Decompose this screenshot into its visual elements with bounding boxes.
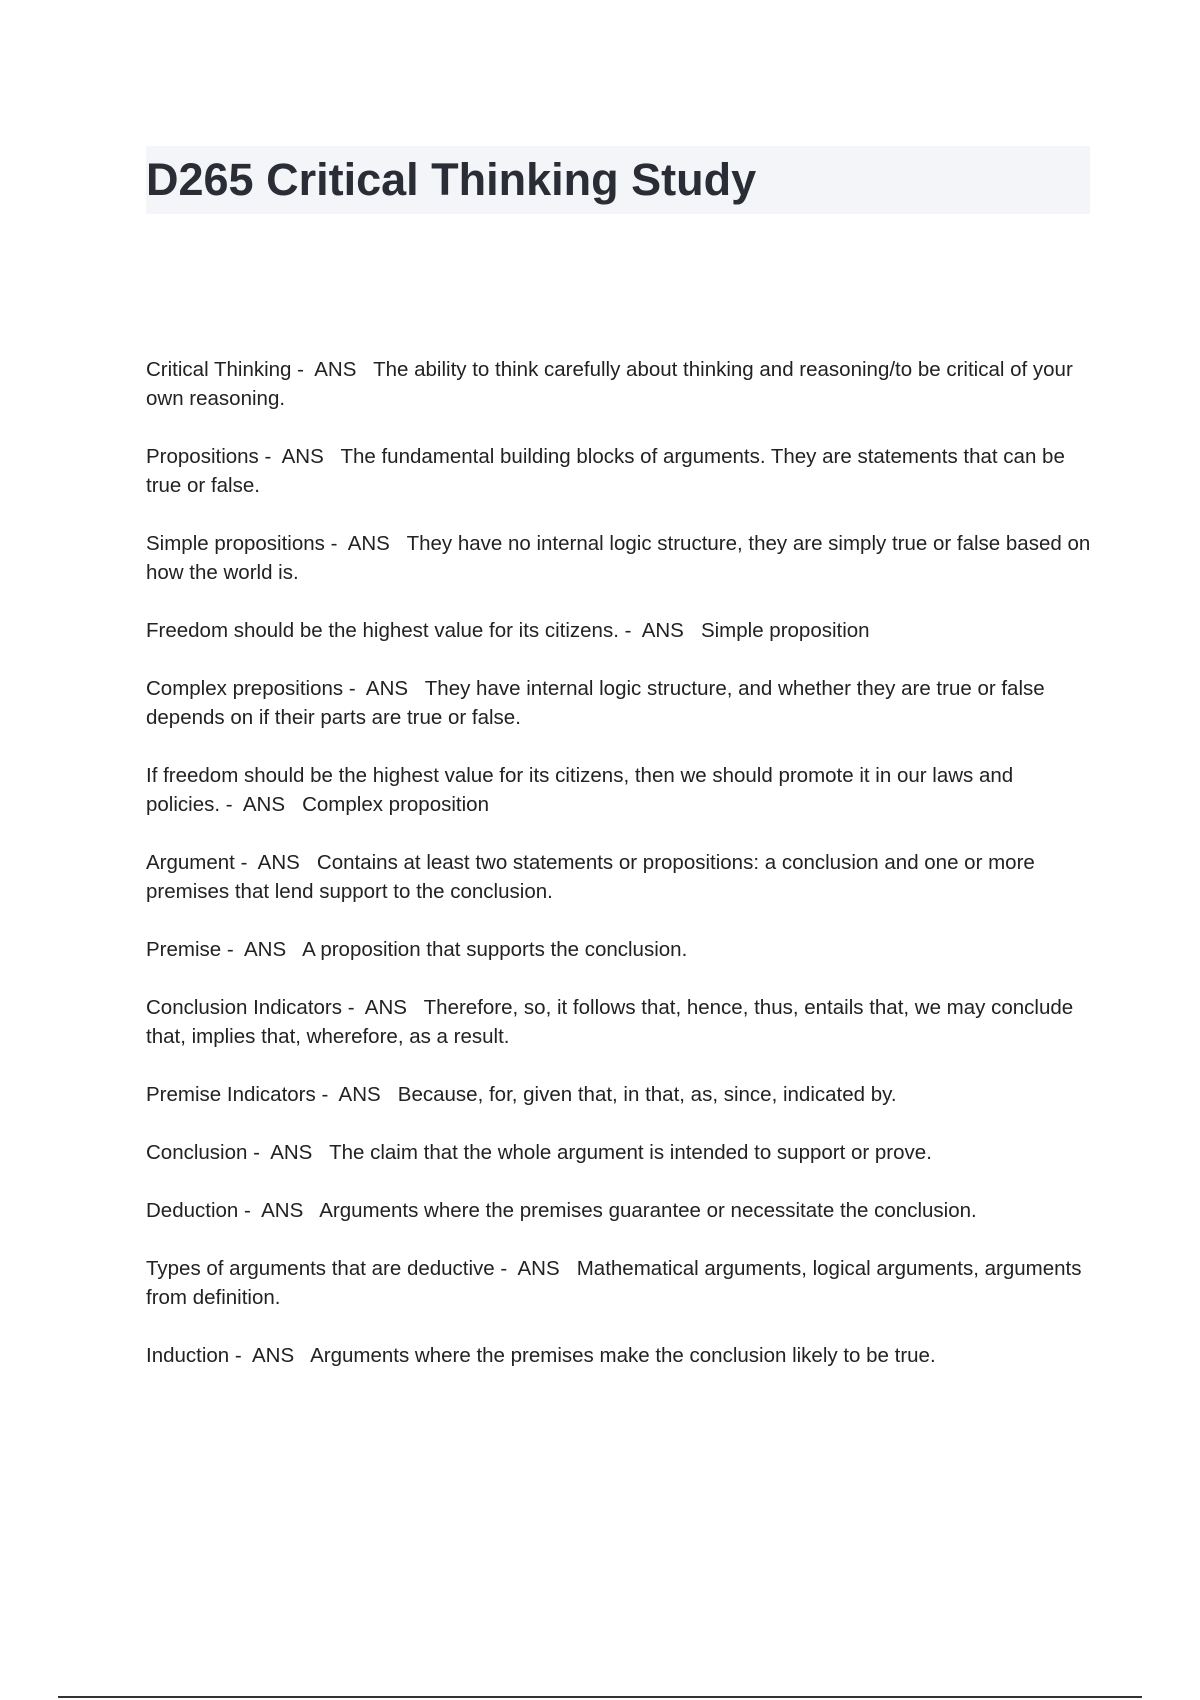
entry-separator: - ANS — [229, 1344, 311, 1367]
entry-separator: - ANS — [221, 938, 303, 961]
list-item — [146, 1138, 1091, 1167]
list-item — [146, 442, 1091, 500]
list-item — [146, 848, 1091, 906]
entry-definition: Simple proposition — [700, 619, 870, 642]
entry-separator: - ANS — [238, 1199, 320, 1222]
entry-separator: - ANS — [342, 996, 424, 1019]
entry-term: Conclusion — [146, 1141, 248, 1164]
entry-definition: Mathematical arguments, logical arguments, arguments from definition. — [146, 1257, 1082, 1309]
entry-separator: - ANS — [220, 793, 303, 816]
list-item — [146, 674, 1091, 732]
entry-term: Premise Indicators — [146, 1083, 316, 1106]
entry-definition: The ability to think carefully about thinking and reasoning/to be critical of your own reasoning. — [146, 358, 1073, 410]
entry-term: Freedom should be the highest value for its citizens. — [146, 619, 619, 642]
list-item — [146, 1080, 1091, 1109]
list-item — [146, 355, 1091, 413]
entry-term: If freedom should be the highest value for its citizens, then we should promote it in our laws and policies. — [146, 764, 1014, 816]
list-item — [146, 529, 1091, 587]
entry-definition: The claim that the whole argument is intended to support or prove. — [329, 1141, 932, 1164]
entry-term: Critical Thinking — [146, 358, 292, 381]
entry-separator: - ANS — [234, 851, 317, 874]
entry-term: Premise — [146, 938, 222, 961]
entry-separator: - ANS — [618, 619, 701, 642]
list-item — [146, 761, 1091, 819]
entry-definition: Contains at least two statements or propositions: a conclusion and one or more premises that lend support to the conclusion. — [146, 851, 1035, 903]
list-item — [146, 1254, 1091, 1312]
entry-term: Propositions — [146, 445, 259, 468]
entry-definition: Complex proposition — [302, 793, 489, 816]
entry-term: Deduction — [146, 1199, 239, 1222]
entry-term: Complex prepositions — [146, 677, 344, 700]
entry-term: Simple propositions — [146, 532, 325, 555]
list-item — [146, 993, 1091, 1051]
entry-definition: The fundamental building blocks of arguments. They are statements that can be true or false. — [146, 445, 1065, 497]
entry-term: Types of arguments that are deductive — [146, 1257, 495, 1280]
entry-separator: - ANS — [494, 1257, 577, 1280]
entry-definition: Arguments where the premises guarantee or necessitate the conclusion. — [319, 1199, 977, 1222]
entry-term: Argument — [146, 851, 235, 874]
flashcard-list — [146, 355, 1091, 1399]
entry-separator: - ANS — [247, 1141, 330, 1164]
entry-definition: Arguments where the premises make the conclusion likely to be true. — [310, 1344, 936, 1367]
list-item — [146, 616, 1091, 645]
list-item — [146, 1196, 1091, 1225]
entry-separator: - ANS — [324, 532, 407, 555]
entry-term: Conclusion Indicators — [146, 996, 342, 1019]
entry-definition: A proposition that supports the conclusion. — [302, 938, 688, 961]
page-title: D265 Critical Thinking Study — [146, 154, 757, 205]
entry-term: Induction — [146, 1344, 230, 1367]
entry-definition: Therefore, so, it follows that, hence, thus, entails that, we may conclude that, implies that, wherefore, as a result. — [146, 996, 1074, 1048]
entry-separator: - ANS — [258, 445, 341, 468]
list-item — [146, 1341, 1091, 1370]
entry-definition: They have internal logic structure, and whether they are true or false depends on if their parts are true or false. — [146, 677, 1045, 729]
entry-definition: Because, for, given that, in that, as, since, indicated by. — [397, 1083, 897, 1106]
entry-definition: They have no internal logic structure, they are simply true or false based on how the world is. — [146, 532, 1091, 584]
entry-separator: - ANS — [343, 677, 425, 700]
footer-divider — [58, 1696, 1142, 1698]
entry-separator: - ANS — [315, 1083, 398, 1106]
entry-separator: - ANS — [291, 358, 374, 381]
list-item — [146, 935, 1091, 964]
